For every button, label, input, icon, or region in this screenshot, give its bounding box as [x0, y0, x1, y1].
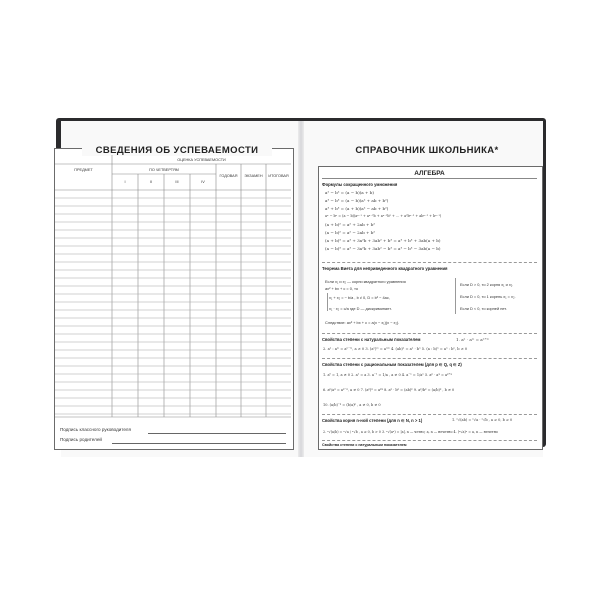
formula-line: (a + b)² = a² + 2ab + b² [325, 222, 376, 227]
rational-title: Свойства степени с рациональным показателем (для p ∈ Q, q ∈ Z) [322, 362, 462, 367]
root-rule: 2. ⁿ√(a/b) = ⁿ√a / ⁿ√b , a ≥ 0, b > 0 3. ⁿ√(aⁿ) = |a|, n — четно; a, n — нечетно 4. (ⁿ√a)ⁿ = a, n — нечетно [323, 430, 498, 434]
algebra-heading: АЛГЕБРА [414, 170, 445, 177]
vieta-line: ax² + bx + c = 0, то [325, 286, 358, 291]
quarter-4: IV [201, 180, 205, 184]
assessment-header: ОЦЕНКА УСПЕВАЕМОСТИ [177, 158, 226, 162]
abbrev-title: Формулы сокращенного умножения [322, 182, 398, 187]
vieta-line: Если x₁ и x₂ — корни квадратного уравнения [325, 279, 406, 284]
formula-line: a³ + b³ = (a + b)(a² − ab + b²) [325, 206, 389, 211]
formula-line: a² − b² = (a − b)(a + b) [325, 190, 374, 195]
roots-title: Свойства корня n-ной степени (для n ∈ N, n > 1) [322, 418, 423, 423]
formula-line: (a − b)² = a² − 2ab + b² [325, 230, 376, 235]
formula-line: aⁿ − bⁿ = (a − b)(aⁿ⁻¹ + aⁿ⁻²b + aⁿ⁻³b² + ... + a²bⁿ⁻³ + abⁿ⁻² + bⁿ⁻¹) [325, 214, 442, 218]
rational-rule: 6. aᵖ/aᵠ = aᵖ⁻ᵠ, a ≠ 0 7. (aᵖ)ᵠ = aᵖᵠ 8. aᵖ · bᵖ = (ab)ᵖ 9. aᵖ/bᵖ = (a/b)ᵖ , b ≠ 0 [323, 388, 455, 392]
divider [322, 358, 537, 359]
teacher-signature-label: Подпись классного руководителя [60, 427, 131, 432]
grades-title: СВЕДЕНИЯ ОБ УСПЕВАЕМОСТИ [82, 145, 272, 156]
final-header: ИТОГОВАЯ [268, 174, 289, 178]
system-brace [327, 293, 328, 311]
algebra-rule [322, 178, 537, 179]
vieta-line: Следствие: ax² + bx + c = a(x − x₁)(x − x₂). [325, 320, 400, 325]
quarter-1: I [124, 180, 126, 184]
root-rule: 1. ⁿ√(ab) = ⁿ√a · ⁿ√b , a ≥ 0, b ≥ 0 [452, 418, 513, 422]
divider [322, 414, 537, 415]
vieta-line: x₁ + x₂ = − b/a , b ≠ 0, D = b² − 4ac, [329, 295, 390, 300]
vieta-case: Если D < 0, то корней нет. [460, 306, 507, 311]
reference-title: СПРАВОЧНИК ШКОЛЬНИКА* [352, 145, 502, 156]
quarter-3: III [175, 180, 179, 184]
exam-header: ЭКЗАМЕН [244, 174, 263, 178]
quarter-2: II [149, 180, 153, 184]
annual-header: ГОДОВАЯ [219, 174, 238, 178]
teacher-signature-line[interactable] [148, 433, 286, 434]
grades-table [55, 155, 292, 420]
natural-title: Свойства степени с натуральным показателем [322, 337, 421, 342]
power-rule: 1. aⁿ · aᵐ = aⁿ⁺ᵐ [456, 337, 490, 342]
subject-header: ПРЕДМЕТ [74, 168, 93, 172]
divider [322, 262, 537, 263]
notebook-gutter [298, 121, 304, 457]
rational-rule: 1. a⁰ = 1, a ≠ 0 2. a¹ = a 3. a⁻¹ = 1/a , a ≠ 0 4. a⁻ⁿ = 1/aⁿ 5. aᵖ · aᵠ = aᵖ⁺ᵠ [323, 373, 452, 377]
formula-line: a³ − b³ = (a − b)(a² + ab + b²) [325, 198, 389, 203]
parents-signature-label: Подпись родителей [60, 437, 102, 442]
unit-title: Свойства степени с натуральным показателем [322, 443, 407, 447]
parents-signature-line[interactable] [112, 443, 286, 444]
vieta-line: x₁ · x₂ = c/a где D — дискриминант. [329, 306, 392, 311]
vieta-separator [455, 278, 456, 314]
vieta-case: Если D = 0, то 1 корень x₁ = x₂. [460, 294, 516, 299]
rational-rule: 10. (a/b)⁻ᵖ = (b/a)ᵖ , a ≠ 0, b ≠ 0 [323, 403, 381, 407]
quarters-header: ПО ЧЕТВЕРТЯМ [149, 168, 179, 172]
vieta-case: Если D > 0, то 2 корня x₁ и x₂. [460, 282, 514, 287]
power-rule: 2. aⁿ : aᵐ = aⁿ⁻ᵐ, a ≠ 0 3. (aⁿ)ᵐ = aⁿᵐ 4. (ab)ⁿ = aⁿ · bⁿ 5. (a : b)ⁿ = aⁿ : bⁿ, b ≠ 0 [323, 347, 468, 351]
formula-line: (a − b)³ = a³ − 3a²b + 3ab² − b³ = a³ − b³ − 3ab(a − b) [325, 246, 441, 251]
formula-line: (a + b)³ = a³ + 3a²b + 3ab² + b³ = a³ + b³ + 3ab(a + b) [325, 238, 441, 243]
vieta-title: Теорема Виета для неприведенного квадратного уравнения [322, 266, 448, 271]
divider [322, 440, 537, 441]
divider [322, 333, 537, 334]
